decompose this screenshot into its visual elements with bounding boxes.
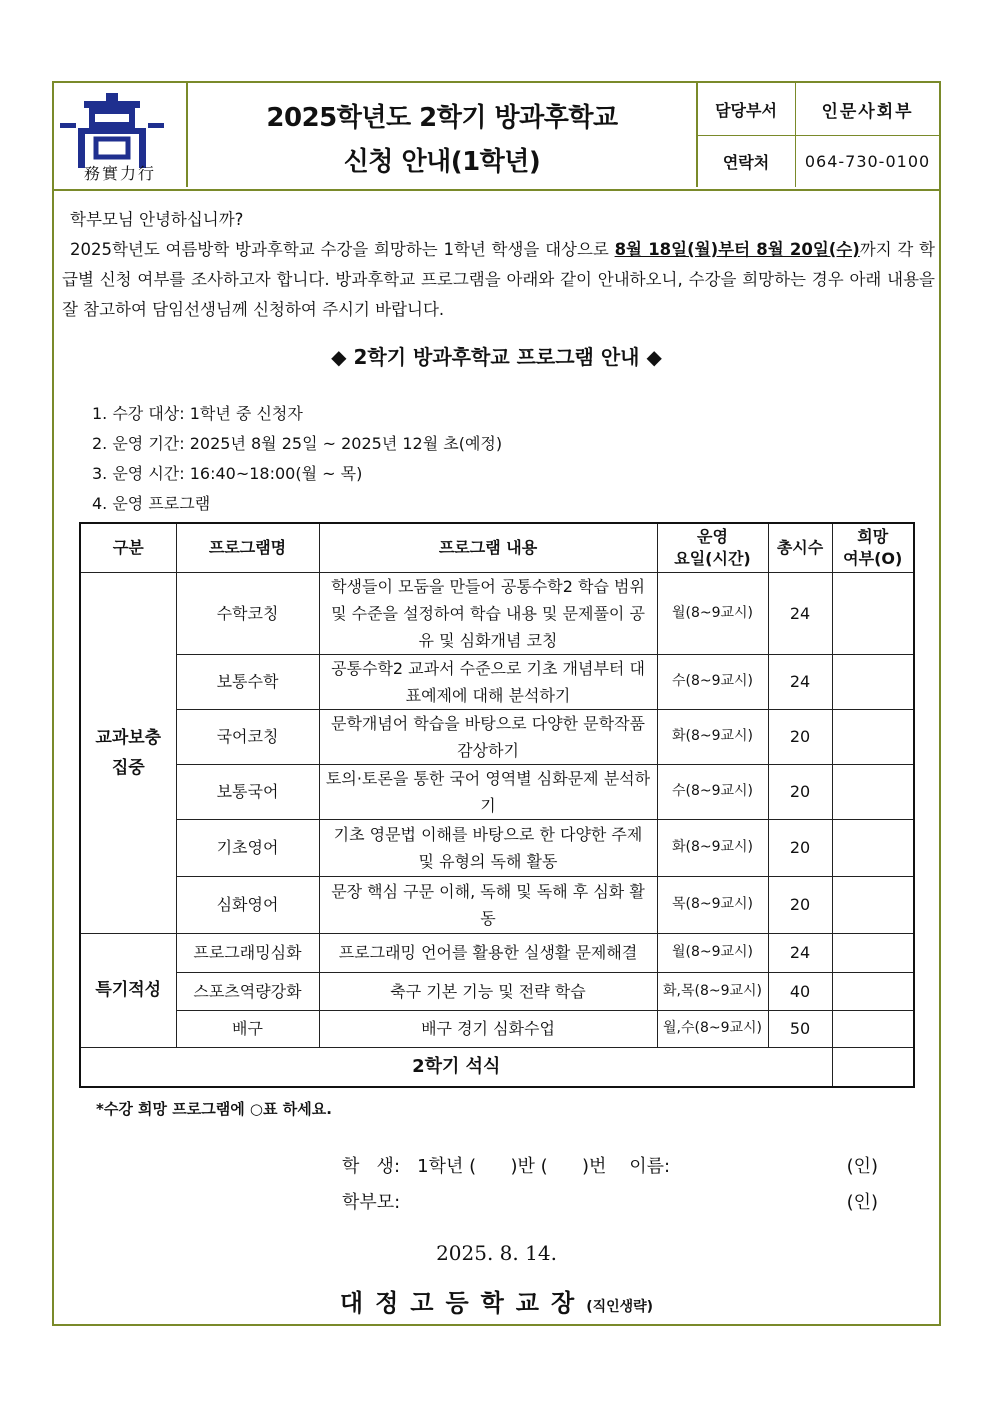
- table-row: [80, 819, 914, 876]
- program-name: 스포츠역량강화: [176, 972, 319, 1010]
- contact-row: [697, 136, 939, 187]
- want-checkbox[interactable]: [832, 764, 914, 819]
- program-hours: 20: [768, 876, 832, 933]
- table-header-row: [80, 523, 914, 572]
- note: *수강 희망 프로그램에 ○표 하세요.: [96, 1100, 332, 1118]
- school-signature: [54, 1283, 939, 1318]
- program-day: 목(8~9교시): [657, 876, 768, 933]
- contact-value: 064-730-0100: [804, 152, 931, 171]
- parent-seal: (인): [846, 1192, 878, 1213]
- table-row: [80, 933, 914, 972]
- table-row: [80, 654, 914, 709]
- program-content: 공통수학2 교과서 수준으로 기초 개념부터 대표예제에 대해 분석하기: [319, 654, 657, 709]
- program-name: 보통수학: [176, 654, 319, 709]
- intro-paragraph: [62, 235, 935, 325]
- program-hours: 50: [768, 1010, 832, 1047]
- program-content: 기초 영문법 이해를 바탕으로 한 다양한 주제 및 유형의 독해 활동: [319, 819, 657, 876]
- want-checkbox[interactable]: [832, 1047, 914, 1087]
- program-name: 국어코칭: [176, 709, 319, 764]
- intro-part-b: 까지 각 학급별 신청 여부를 조사하고자 합니다. 방과후학교 프로그램을 아래와 같이 안내하오니, 수강을 희망하는 경우 아래 내용을 잘 참고하여 담임선생님께 신청하여 주시기 바랍니다.: [62, 240, 935, 319]
- program-content: 문학개념어 학습을 바탕으로 다양한 문학작품 감상하기: [319, 709, 657, 764]
- table-row: [80, 1010, 914, 1047]
- table-footer-row: [80, 1047, 914, 1087]
- program-day: 수(8~9교시): [657, 764, 768, 819]
- page-title: 2025학년도 2학기 방과후학교: [266, 103, 618, 133]
- list-item: 1. 수강 대상: 1학년 중 신청자: [92, 404, 303, 423]
- page-subtitle: 신청 안내(1학년): [343, 147, 541, 177]
- program-hours: 24: [768, 572, 832, 654]
- header-content: 프로그램 내용: [319, 523, 657, 572]
- intro-period: 8월 18일(월)부터 8월 20일(수): [614, 240, 860, 259]
- table-row: [80, 876, 914, 933]
- list-item: 3. 운영 시간: 16:40~18:00(월 ~ 목): [92, 464, 363, 483]
- table-row: [80, 972, 914, 1010]
- program-name: 프로그래밍심화: [176, 933, 319, 972]
- header-want: 희망 여부(O): [832, 523, 914, 572]
- document-header: [54, 83, 939, 191]
- info-list: [92, 399, 502, 519]
- program-content: 토의·토론을 통한 국어 영역별 심화문제 분석하기: [319, 764, 657, 819]
- student-line: 학 생: 1학년 ( )반 ( )번 이름:: [342, 1156, 671, 1177]
- contact-label: 연락처: [697, 136, 796, 187]
- program-content: 축구 기본 기능 및 전략 학습: [319, 972, 657, 1010]
- greeting: 학부모님 안녕하십니까?: [70, 210, 244, 229]
- dinner-program: 2학기 석식: [80, 1047, 832, 1087]
- program-day: 화(8~9교시): [657, 819, 768, 876]
- want-checkbox[interactable]: [832, 972, 914, 1010]
- want-checkbox[interactable]: [832, 933, 914, 972]
- category-cell: 특기적성: [80, 933, 176, 1047]
- want-checkbox[interactable]: [832, 876, 914, 933]
- parent-row: [342, 1185, 902, 1221]
- program-hours: 24: [768, 654, 832, 709]
- dept-value: 인문사회부: [821, 101, 914, 122]
- want-checkbox[interactable]: [832, 819, 914, 876]
- list-item: 4. 운영 프로그램: [92, 494, 211, 513]
- program-day: 월(8~9교시): [657, 933, 768, 972]
- signature-block: [342, 1149, 902, 1221]
- program-hours: 20: [768, 709, 832, 764]
- title-box: [188, 83, 698, 187]
- header-hours: 총시수: [768, 523, 832, 572]
- student-seal: (인): [846, 1156, 878, 1177]
- program-hours: 20: [768, 764, 832, 819]
- want-checkbox[interactable]: [832, 572, 914, 654]
- header-name: 프로그램명: [176, 523, 319, 572]
- issue-date: 2025. 8. 14.: [436, 1241, 557, 1265]
- table-row: [80, 764, 914, 819]
- program-day: 수(8~9교시): [657, 654, 768, 709]
- program-hours: 40: [768, 972, 832, 1010]
- table-row: [80, 709, 914, 764]
- want-checkbox[interactable]: [832, 1010, 914, 1047]
- program-day: 월(8~9교시): [657, 572, 768, 654]
- intro-part-a: 2025학년도 여름방학 방과후학교 수강을 희망하는 1학년 학생을 대상으로: [70, 240, 615, 259]
- section-title: ◆ 2학기 방과후학교 프로그램 안내 ◆: [331, 345, 662, 369]
- program-content: 배구 경기 심화수업: [319, 1010, 657, 1047]
- info-box: [697, 83, 939, 187]
- want-checkbox[interactable]: [832, 709, 914, 764]
- program-name: 기초영어: [176, 819, 319, 876]
- dept-label: 담당부서: [697, 83, 796, 135]
- program-name: 보통국어: [176, 764, 319, 819]
- seal-omitted: (직인생략): [586, 1299, 654, 1315]
- program-hours: 24: [768, 933, 832, 972]
- logo-motto: 務實力行: [83, 164, 156, 183]
- program-content: 프로그래밍 언어를 활용한 실생활 문제해결: [319, 933, 657, 972]
- program-content: 학생들이 모둠을 만들어 공통수학2 학습 범위 및 수준을 설정하여 학습 내용 및 문제풀이 공유 및 심화개념 코칭: [319, 572, 657, 654]
- dept-row: [697, 83, 939, 136]
- parent-line: 학부모:: [342, 1192, 401, 1213]
- program-content: 문장 핵심 구문 이해, 독해 및 독해 후 심화 활동: [319, 876, 657, 933]
- program-day: 화(8~9교시): [657, 709, 768, 764]
- program-name: 배구: [176, 1010, 319, 1047]
- header-day: 운영 요일(시간): [657, 523, 768, 572]
- student-row: [342, 1149, 902, 1185]
- program-table: [79, 522, 915, 1088]
- header-category: 구분: [80, 523, 176, 572]
- program-name: 수학코칭: [176, 572, 319, 654]
- program-name: 심화영어: [176, 876, 319, 933]
- document-frame: [52, 81, 941, 1326]
- intro-text: [62, 205, 935, 325]
- program-hours: 20: [768, 819, 832, 876]
- school-name: 대정고등학교장: [339, 1289, 587, 1317]
- list-item: 2. 운영 기간: 2025년 8월 25일 ~ 2025년 12월 초(예정): [92, 434, 503, 453]
- category-cell: 교과보충 집중: [80, 572, 176, 933]
- want-checkbox[interactable]: [832, 654, 914, 709]
- school-logo: [54, 83, 188, 187]
- program-day: 월,수(8~9교시): [657, 1010, 768, 1047]
- table-row: [80, 572, 914, 654]
- program-day: 화,목(8~9교시): [657, 972, 768, 1010]
